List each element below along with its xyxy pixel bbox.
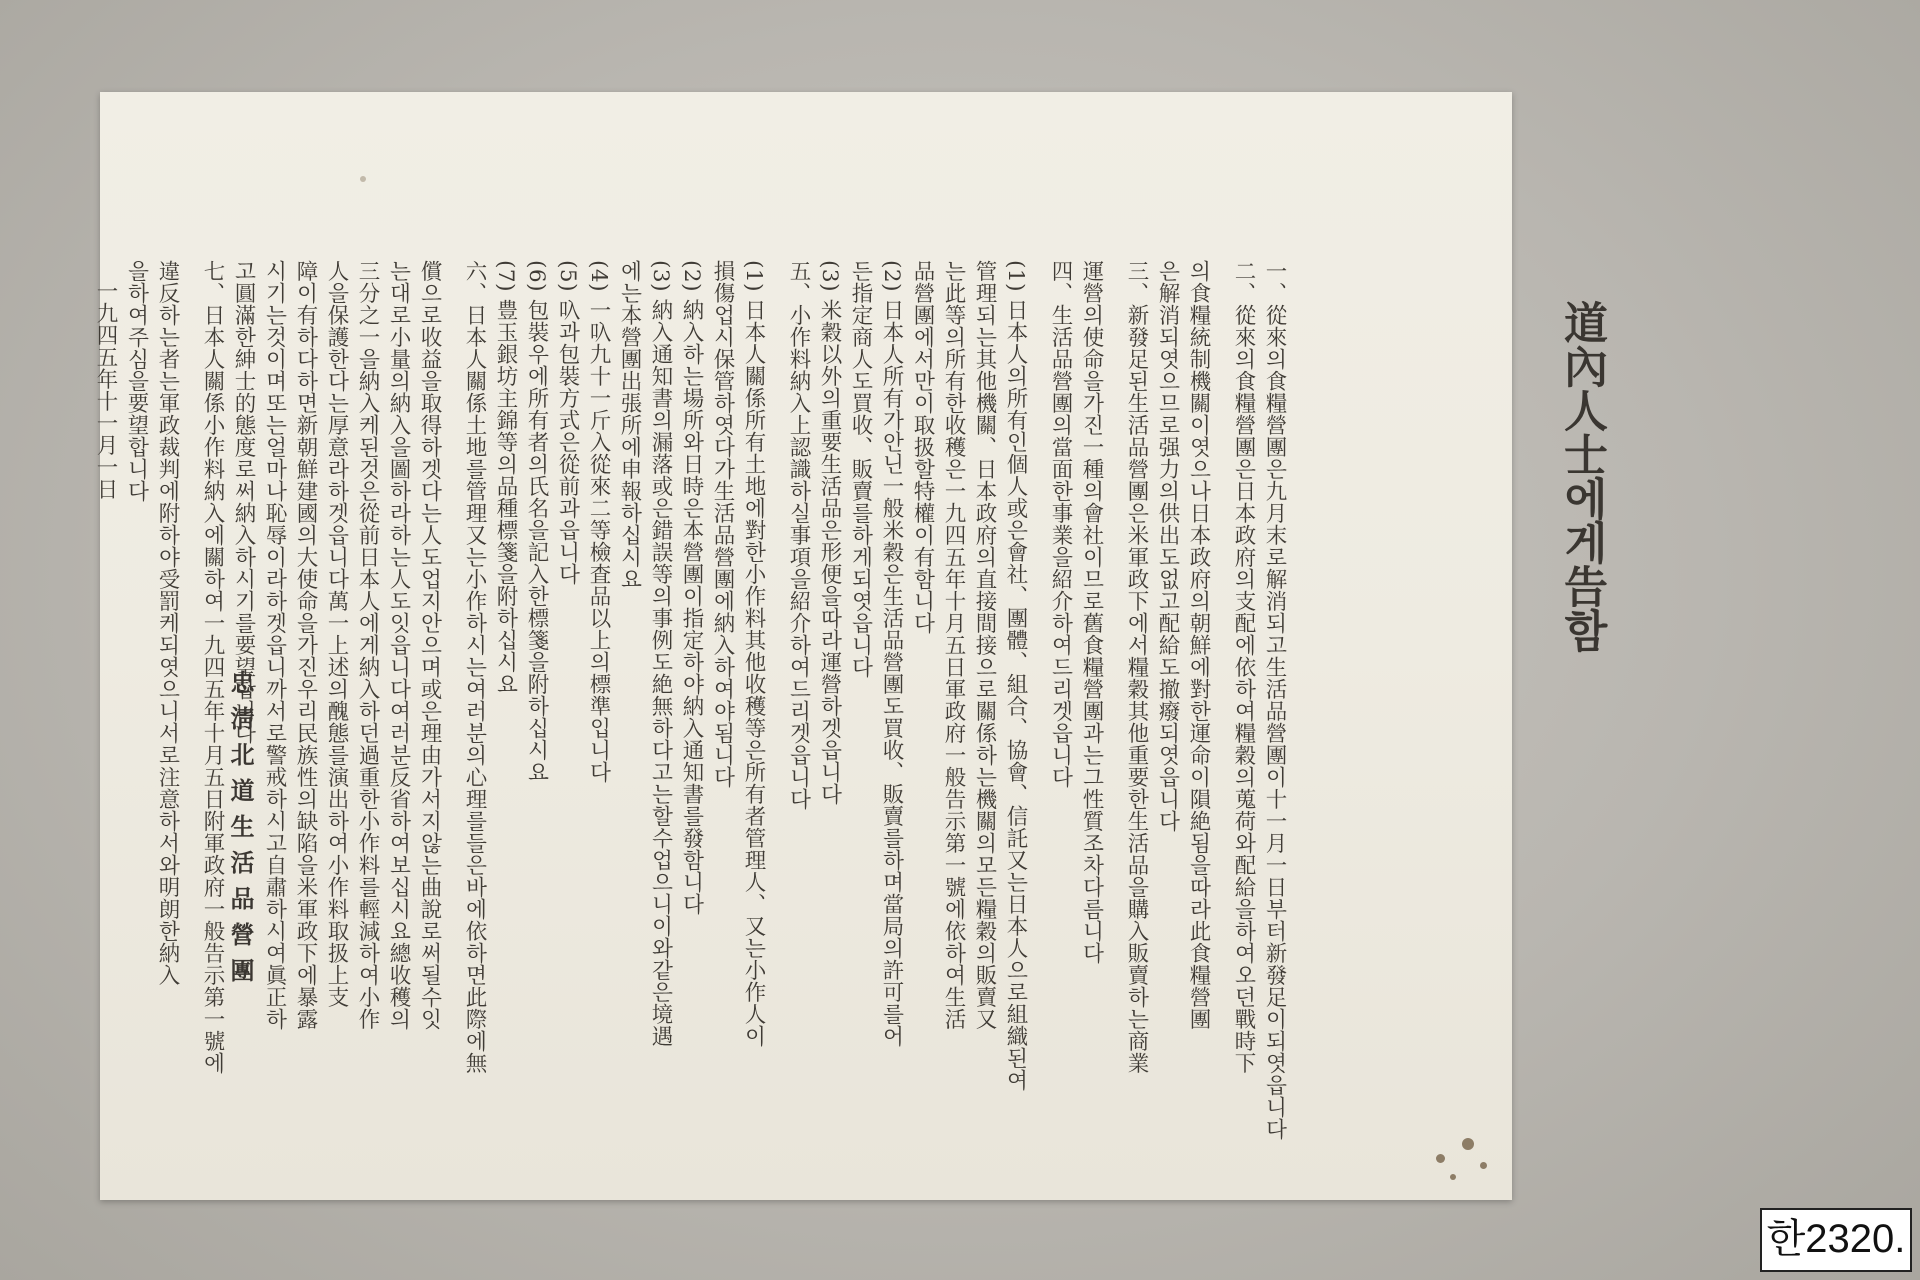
notice-line: (6) 包裝우에所有者의氏名을記入한標箋을附하십시요: [524, 260, 549, 784]
notice-line: (4) 一叺九十一斤入從來二等檢査品以上의標準입니다: [586, 260, 611, 784]
signature: 忠淸北道生活品營團: [226, 670, 255, 994]
notice-line: 고圓滿한紳士的態度로써納入하시기를要望합니다: [231, 260, 256, 744]
notice-line: 償으로收益을取得하겟다는人도업지안으며或은理由가서지않는曲說로써될수잇: [417, 260, 442, 1030]
notice-line: 三分之一을納入케된것은從前日本人에게納入하던過重한小作料를輕減하여小作: [355, 260, 380, 1030]
notice-line: (3) 納入通知書의漏落或은錯誤等의事例도絶無하다고는할수업으니이와같은境遇: [648, 260, 673, 1048]
notice-line: 은解消되엿으므로强力의供出도없고配給도撤癈되엿읍니다: [1155, 260, 1180, 832]
notice-line: 七、日本人關係小作料納入에關하여一九四五年十月五日附軍政府一般告示第一號에: [200, 260, 225, 1074]
foxing-spot: [360, 176, 366, 182]
notice-line: 을하여주심을要望합니다: [124, 260, 149, 502]
notice-line: 損傷업시保管하엿다가生活品營團에納入하여야됨니다: [710, 260, 735, 788]
notice-line: 管理되는其他機關、日本政府의直接間接으로關係하는機關의모든糧穀의販賣又: [972, 260, 997, 1030]
notice-line: (2) 納入하는場所와日時은本營團이指定하야納入通知書를發함니다: [679, 260, 704, 916]
notice-line: (5) 叺과包裝方式은從前과읍니다: [555, 260, 580, 586]
notice-line: (2) 日本人所有가안닌一般米穀은生活品營團도買收、販賣를하며當局의許可를어: [879, 260, 904, 1048]
notice-line: 는대로小量의納入을圖하라하는人도잇읍니다여러분反省하여보십시요總收穫의: [386, 260, 411, 1030]
notice-line: (1) 日本人關係所有土地에對한小作料其他收穫等은所有者管理人、又는小作人이: [741, 260, 766, 1048]
notice-line: 違反하는者는軍政裁判에附하야受罰케되엿으니서로注意하서와明朗한納入: [155, 260, 180, 986]
notice-line: 一、從來의食糧營團은九月末로解消되고生活品營團이十一月一日부터新發足이되엿읍니다: [1262, 260, 1287, 1140]
notice-line: 五、小作料納入上認識하실事項을紹介하여드리겟읍니다: [786, 260, 811, 810]
foxing-spot: [1480, 1162, 1487, 1169]
notice-line: 品營團에서만이取扱할特權이有함니다: [910, 260, 935, 634]
notice-line: 四、生活品營團의當面한事業을紹介하여드리겟읍니다: [1048, 260, 1073, 788]
notice-date: 一九四五年十一月一日: [93, 280, 118, 500]
notice-line: 의食糧統制機關이엿으나日本政府의朝鮮에對한運命이隕絶됨을따라此食糧營團: [1186, 260, 1211, 1030]
notice-line: 三、新發足된生活品營團은米軍政下에서糧穀其他重要한生活品을購入販賣하는商業: [1124, 260, 1149, 1074]
notice-line: 는此等의所有한收穫은一九四五年十月五日軍政府一般告示第一號에依하여生活: [941, 260, 966, 1030]
notice-line: 人을保護한다는厚意라하겟읍니다萬一上述의醜態를演出하여小作料取扱上支: [324, 260, 349, 1008]
catalog-label: 한2320.: [1760, 1208, 1912, 1272]
notice-body: [93, 260, 1290, 1140]
notice-line: 六、日本人關係土地를管理又는小作하시는여러분의心理를들은바에依하면此際에無: [462, 260, 487, 1074]
notice-line: (3) 米穀以外의重要生活品은形便을따라運營하겟읍니다: [817, 260, 842, 806]
notice-line: 二、從來의食糧營團은日本政府의支配에依하여糧穀의蒐荷와配給을하여오던戰時下: [1231, 260, 1256, 1074]
document-title: 道內人士에게告함: [1556, 300, 1607, 652]
foxing-spot: [1462, 1138, 1474, 1150]
notice-line: 시기는것이며또는얼마나恥辱이라하겟읍니까서로警戒하시고自肅하시여眞正하: [262, 260, 287, 1030]
foxing-spot: [1436, 1154, 1445, 1163]
notice-line: (1) 日本人의所有인個人或은會社、團體、組合、協會、信託又는日本人으로組織된여: [1003, 260, 1028, 1092]
notice-line: 運營의使命을가진一種의會社이므로舊食糧營團과는그性質조차다름니다: [1079, 260, 1104, 964]
notice-line: 에는本營團出張所에申報하십시요: [617, 260, 642, 590]
notice-line: 障이有하다하면新朝鮮建國의大使命을가진우리民族性의缺陷을米軍政下에暴露: [293, 260, 318, 1030]
notice-line: (7) 豊玉銀坊主錦等의品種標箋을附하십시요: [493, 260, 518, 696]
notice-line: 든指定商人도買收、販賣를하게되엿읍니다: [848, 260, 873, 678]
foxing-spot: [1450, 1174, 1456, 1180]
